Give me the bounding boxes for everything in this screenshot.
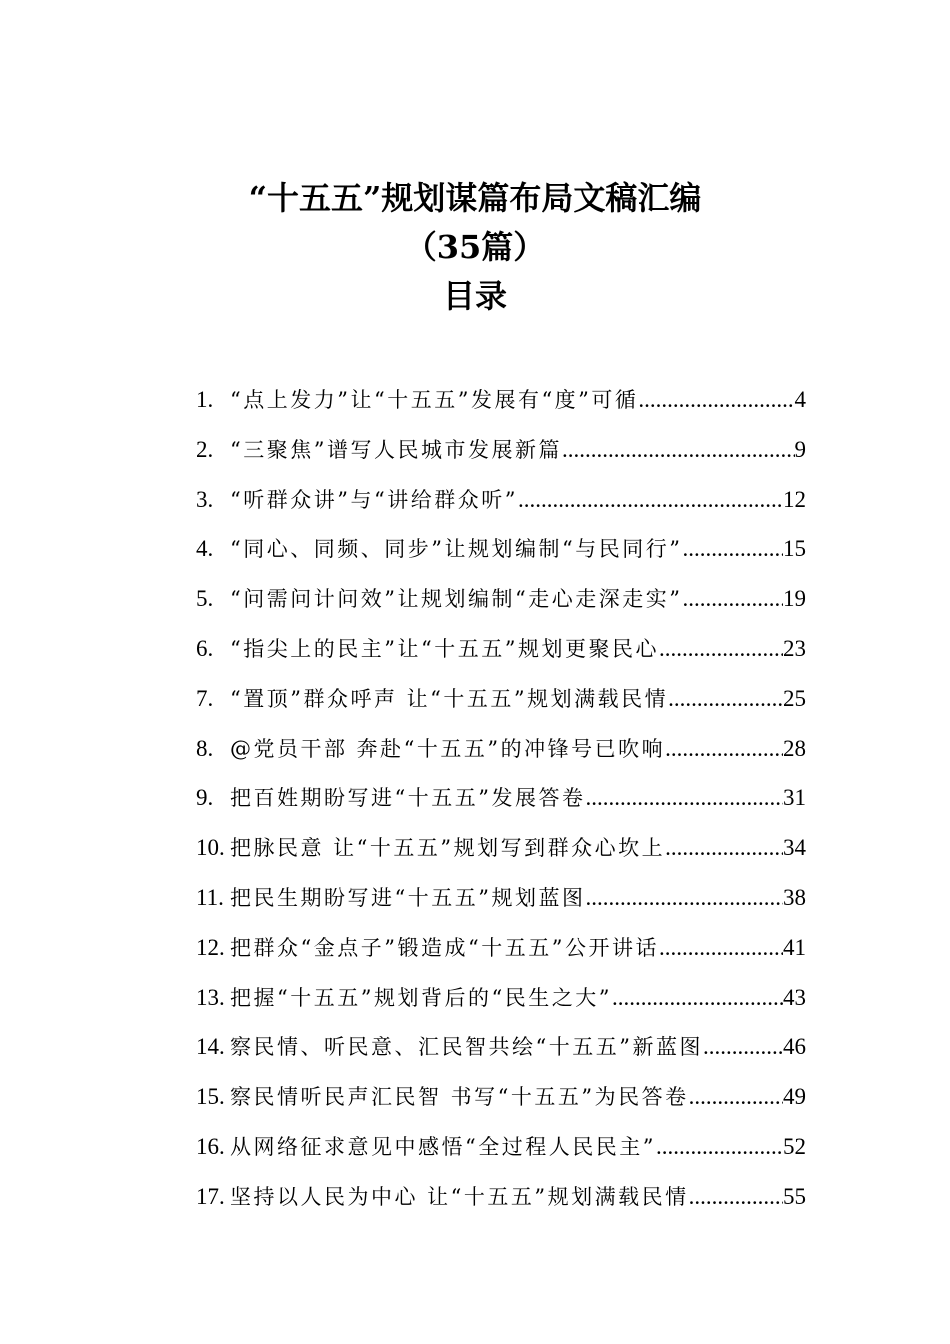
toc-entry[interactable]	[196, 778, 806, 828]
toc-entry-title: “听群众讲”与“讲给群众听”	[230, 487, 518, 512]
toc-entry-page: 9	[794, 436, 806, 462]
dot-leader	[682, 529, 783, 569]
toc-entry[interactable]	[196, 1077, 806, 1127]
toc-entry[interactable]	[196, 978, 806, 1028]
toc-entry-number: 10.	[196, 835, 225, 861]
toc-entry-number: 5.	[196, 586, 214, 612]
toc-entry-page: 19	[783, 586, 806, 612]
dot-leader	[682, 579, 783, 619]
toc-entry-page: 28	[783, 735, 806, 761]
toc-entry-title: “点上发力”让“十五五”发展有“度”可循	[230, 388, 639, 412]
toc-entry-number: 17.	[196, 1183, 225, 1209]
dot-leader	[638, 380, 794, 420]
dot-leader	[612, 978, 783, 1018]
toc-entry-number: 7.	[196, 685, 214, 711]
toc-entry-number: 3.	[196, 486, 214, 512]
toc-entry[interactable]	[196, 1177, 806, 1227]
toc-entry[interactable]	[196, 480, 806, 530]
dot-leader	[518, 480, 783, 520]
toc-entry-title: 从网络征求意见中感悟“全过程人民民主”	[230, 1134, 656, 1159]
toc-entry-page: 31	[783, 785, 806, 811]
toc-entry-number: 9.	[196, 785, 214, 811]
toc-entry-page: 52	[783, 1133, 806, 1159]
toc-entry-number: 1.	[196, 387, 214, 412]
toc-entry-page: 23	[783, 635, 806, 661]
toc-entry-number: 13.	[196, 984, 225, 1010]
dot-leader	[665, 828, 783, 868]
dot-leader	[562, 430, 795, 470]
toc-entry[interactable]	[196, 529, 806, 579]
document-subtitle-count: （35篇）	[404, 228, 546, 266]
toc-entry-title: 把民生期盼写进“十五五”规划蓝图	[230, 885, 586, 910]
toc-entry-number: 16.	[196, 1133, 225, 1159]
toc-entry[interactable]	[196, 928, 806, 978]
toc-entry[interactable]	[196, 430, 806, 480]
toc-entry[interactable]	[196, 878, 806, 928]
toc-entry-title: 把握“十五五”规划背后的“民生之大”	[230, 985, 612, 1010]
toc-entry-number: 14.	[196, 1034, 225, 1060]
toc-entry-number: 11.	[196, 884, 224, 910]
table-of-contents	[196, 380, 806, 1227]
dot-leader	[689, 1177, 783, 1217]
toc-entry-title: “同心、同频、同步”让规划编制“与民同行”	[230, 537, 683, 562]
toc-entry-number: 4.	[196, 536, 214, 562]
dot-leader	[668, 679, 783, 719]
toc-entry-page: 49	[783, 1084, 806, 1110]
toc-entry-number: 12.	[196, 934, 225, 960]
toc-entry[interactable]	[196, 729, 806, 779]
toc-entry-page: 25	[783, 685, 806, 711]
dot-leader	[585, 878, 783, 918]
dot-leader	[689, 1077, 783, 1117]
document-title: “十五五”规划谋篇布局文稿汇编	[248, 179, 702, 217]
toc-entry-title: 把百姓期盼写进“十五五”发展答卷	[230, 786, 586, 811]
toc-entry-title: 坚持以人民为中心 让“十五五”规划满载民情	[230, 1184, 689, 1209]
dot-leader	[659, 928, 783, 968]
toc-entry-title: @党员干部 奔赴“十五五”的冲锋号已吹响	[230, 736, 666, 761]
toc-entry-page: 34	[783, 835, 806, 861]
toc-entry-number: 2.	[196, 436, 214, 462]
toc-entry[interactable]	[196, 629, 806, 679]
toc-entry[interactable]	[196, 380, 806, 430]
toc-entry-title: “指尖上的民主”让“十五五”规划更聚民心	[230, 636, 659, 661]
toc-entry-title: 把群众“金点子”锻造成“十五五”公开讲话	[230, 935, 659, 960]
toc-entry-page: 4	[794, 387, 806, 412]
toc-entry[interactable]	[196, 679, 806, 729]
toc-entry[interactable]	[196, 579, 806, 629]
toc-entry-page: 15	[783, 536, 806, 562]
toc-entry[interactable]	[196, 828, 806, 878]
toc-entry-title: “三聚焦”谱写人民城市发展新篇	[230, 437, 562, 462]
toc-entry[interactable]	[196, 1027, 806, 1077]
toc-entry-title: 把脉民意 让“十五五”规划写到群众心坎上	[230, 836, 666, 861]
toc-entry[interactable]	[196, 1127, 806, 1177]
toc-entry-title: 察民情听民声汇民智 书写“十五五”为民答卷	[230, 1085, 689, 1110]
dot-leader	[656, 1127, 783, 1167]
toc-entry-title: 察民情、听民意、汇民智共绘“十五五”新蓝图	[230, 1035, 703, 1060]
dot-leader	[585, 778, 783, 818]
toc-entry-page: 43	[783, 984, 806, 1010]
toc-entry-page: 41	[783, 934, 806, 960]
dot-leader	[659, 629, 783, 669]
toc-entry-page: 55	[783, 1183, 806, 1209]
toc-entry-title: “问需问计问效”让规划编制“走心走深走实”	[230, 587, 683, 612]
toc-entry-page: 46	[783, 1034, 806, 1060]
dot-leader	[665, 729, 783, 769]
toc-entry-number: 8.	[196, 735, 214, 761]
toc-heading: 目录	[442, 277, 507, 315]
toc-entry-number: 6.	[196, 635, 214, 661]
toc-entry-number: 15.	[196, 1084, 225, 1110]
toc-entry-page: 12	[783, 486, 806, 512]
toc-entry-page: 38	[783, 884, 806, 910]
dot-leader	[703, 1027, 783, 1067]
toc-entry-title: “置顶”群众呼声 让“十五五”规划满载民情	[230, 686, 669, 711]
